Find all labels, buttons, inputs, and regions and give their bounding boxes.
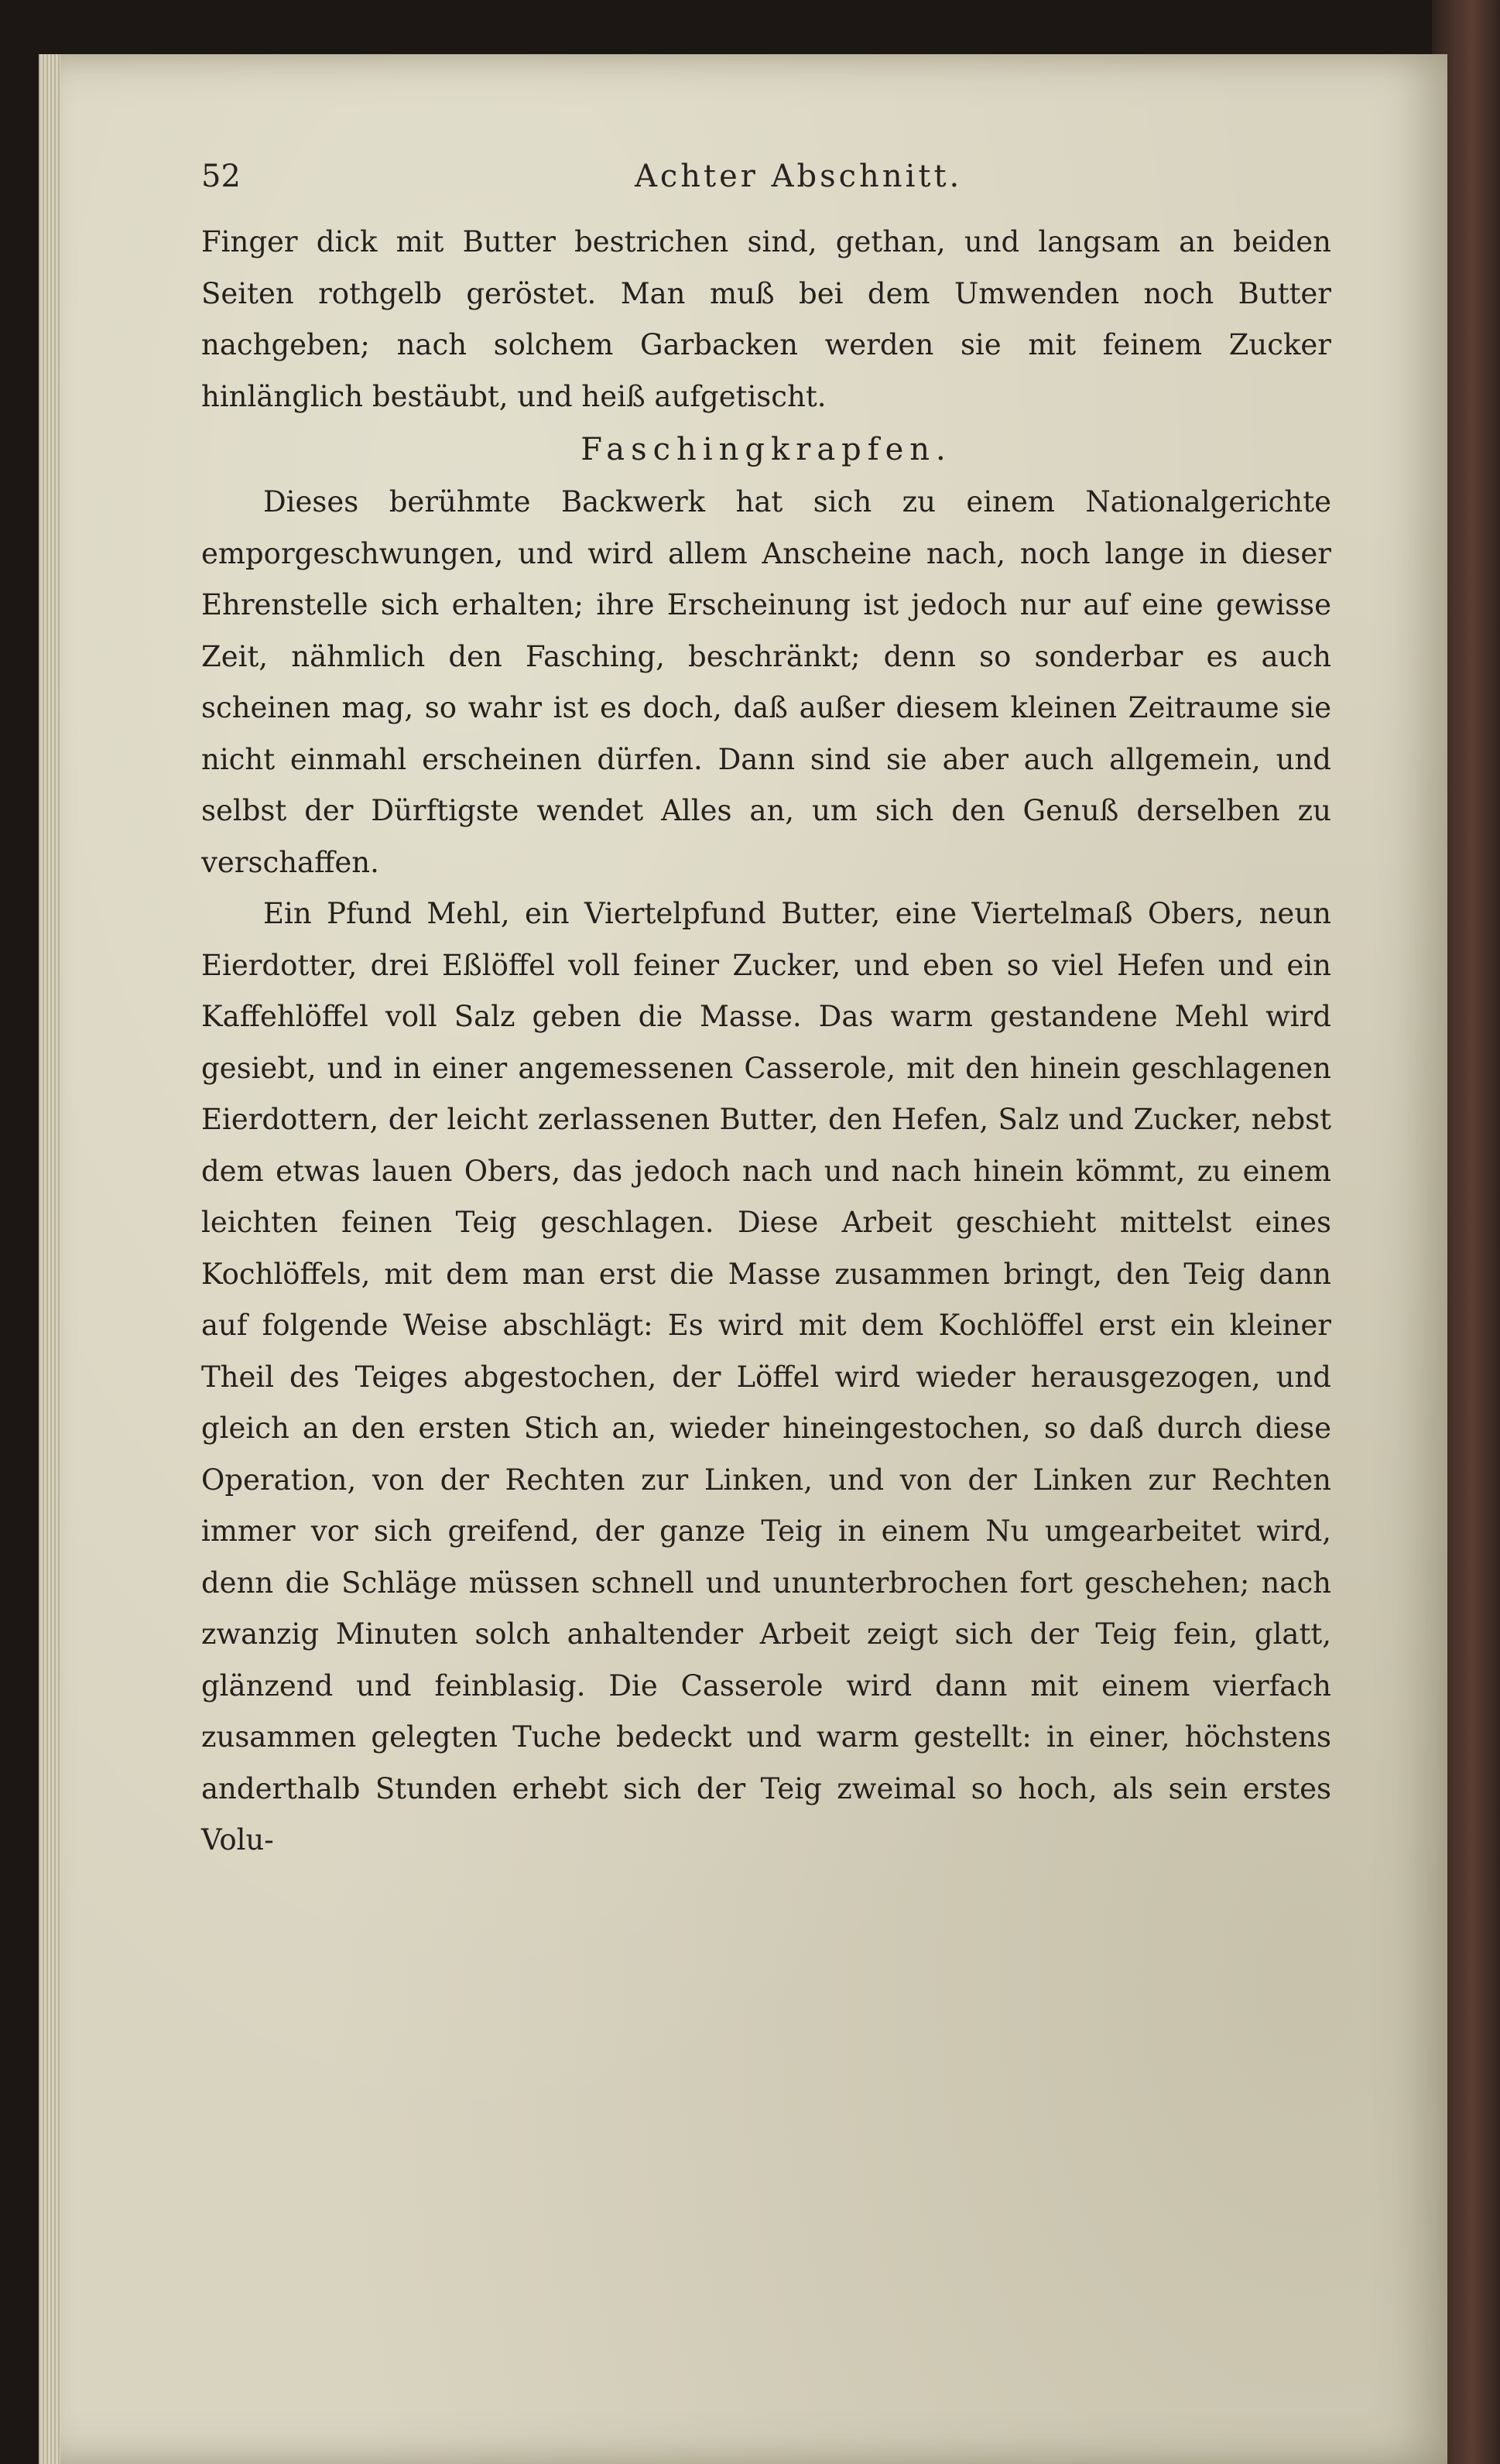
paragraph-continued: Finger dick mit Butter bestrichen sind, gethan, und langsam an beiden Seiten rothgelb geröstet. Man muß bei dem Umwenden noch Butter nachgeben; nach solchem Garbacken werden sie mit feinem Zucker hinlänglich bestäubt, und heiß aufgetischt. xyxy=(201,225,1331,413)
section-title: Faschingkrapfen. xyxy=(580,432,952,467)
page-number: 52 xyxy=(201,159,241,194)
body-text xyxy=(201,217,1331,1867)
page-stack-edges xyxy=(39,54,60,2464)
paragraph-intro: Dieses berühmte Backwerk hat sich zu einem Nationalgerichte emporgeschwungen, und wird allem Anscheine nach, noch lange in dieser Ehrenstelle sich erhalten; ihre Erscheinung ist jedoch nur auf eine gewisse Zeit, nähmlich den Fasching, beschränkt; denn so sonderbar es auch scheinen mag, so wahr ist es doch, daß außer diesem kleinen Zeitraume sie nicht einmahl erscheinen dürfen. Dann sind sie aber auch allgemein, und selbst der Dürftigste wendet Alles an, um sich den Genuß derselben zu verschaffen. xyxy=(201,485,1331,879)
page-header xyxy=(201,159,1331,205)
running-head: Achter Abschnitt. xyxy=(635,159,963,194)
paragraph-recipe: Ein Pfund Mehl, ein Viertelpfund Butter, eine Viertelmaß Obers, neun Eierdotter, drei Eßlöffel voll feiner Zucker, und eben so viel Hefen und ein Kaffehlöffel voll Salz geben die Masse. Das warm gestandene Mehl wird gesiebt, und in einer angemessenen Casserole, mit den hinein geschlagenen Eierdottern, der leicht zerlassenen Butter, den Hefen, Salz und Zucker, nebst dem etwas lauen Obers, das jedoch nach und nach hinein kömmt, zu einem leichten feinen Teig geschlagen. Diese Arbeit geschieht mittelst eines Kochlöffels, mit dem man erst die Masse zusammen bringt, den Teig dann auf folgende Weise abschlägt: Es wird mit dem Kochlöffel erst ein kleiner Theil des Teiges abgestochen, der Löffel wird wieder herausgezogen, und gleich an den ersten Stich an, wieder hineingestochen, so daß durch diese Operation, von der Rechten zur Linken, und von der Linken zur Rechten immer vor sich greifend, der ganze Teig in einem Nu umgearbeitet wird, denn die Schläge müssen schnell und ununterbrochen fort geschehen; nach zwanzig Minuten solch anhaltender Arbeit zeigt sich der Teig fein, glatt, glänzend und feinblasig. Die Casserole wird dann mit einem vierfach zusammen gelegten Tuche bedeckt und warm gestellt: in einer, höchstens anderthalb Stunden erhebt sich der Teig zweimal so hoch, als sein erstes Volu- xyxy=(201,897,1331,1857)
